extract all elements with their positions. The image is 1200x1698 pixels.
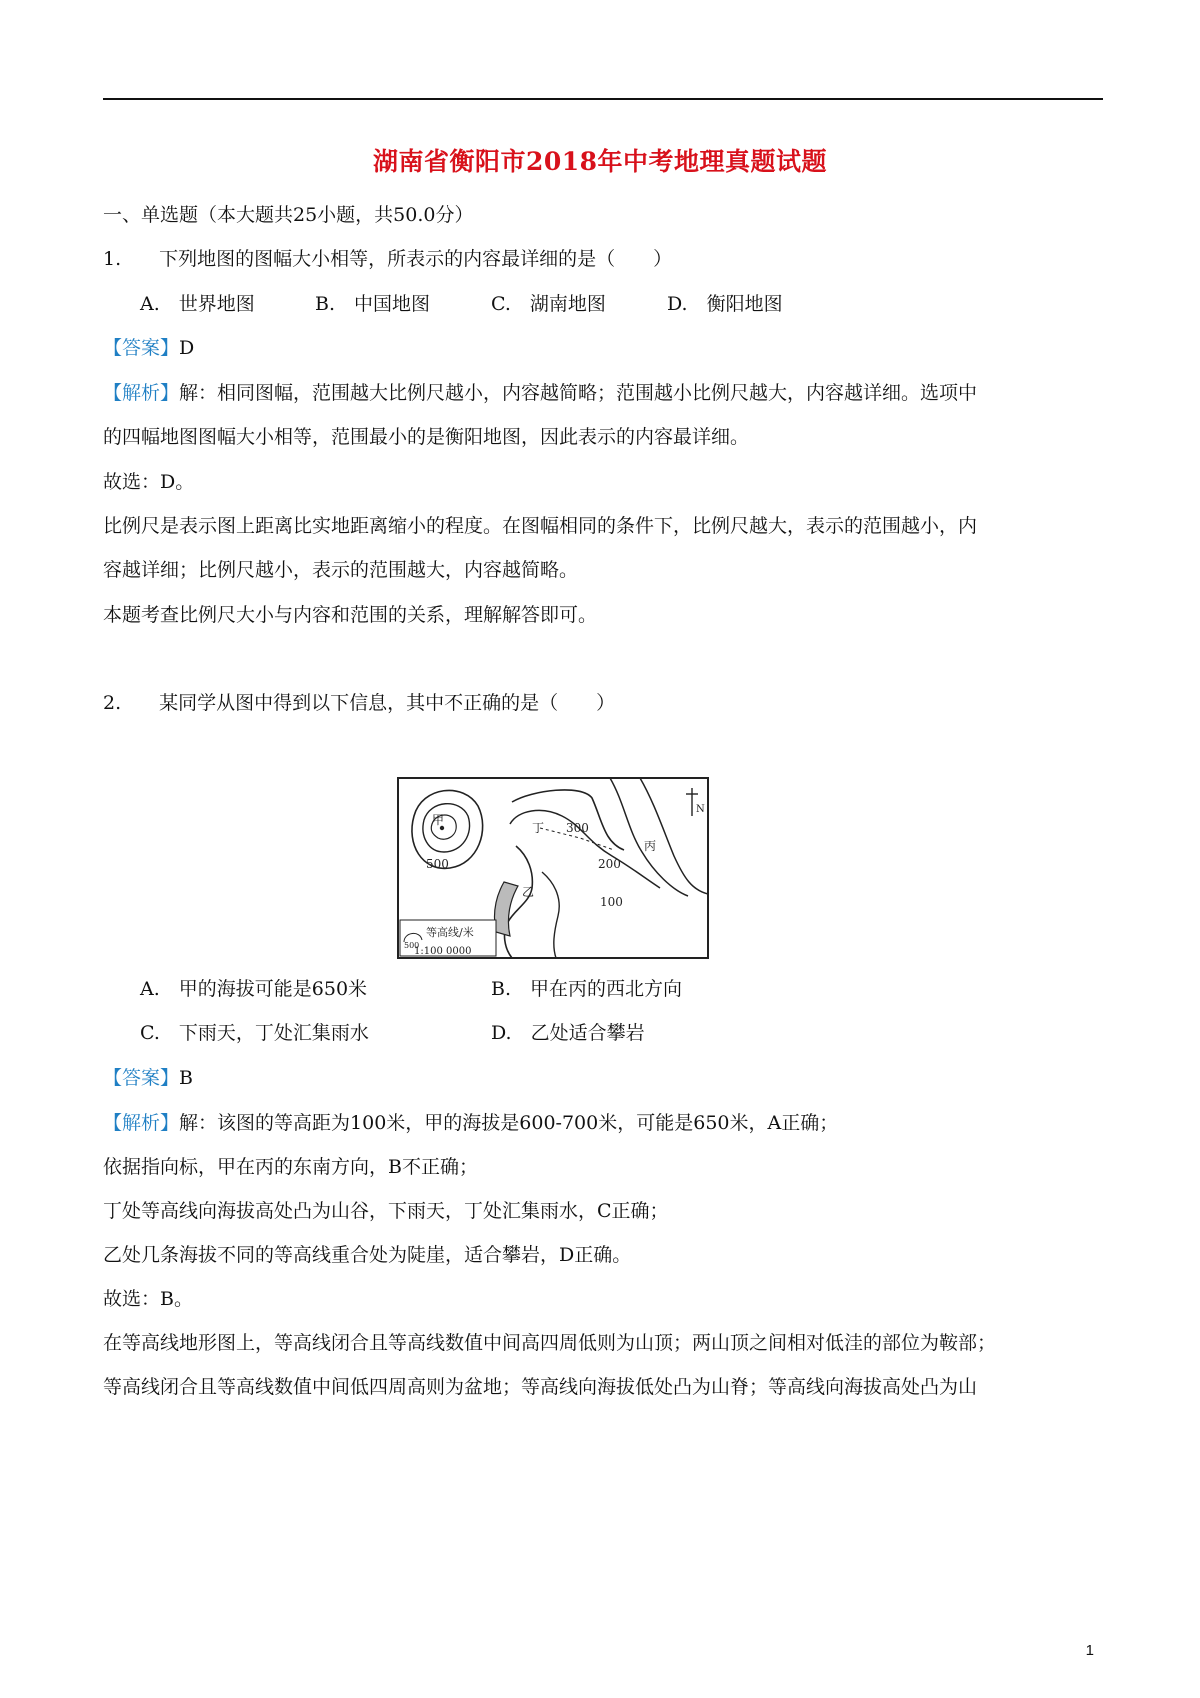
map-scale: 1:100 0000	[414, 946, 472, 957]
q2-analysis-line: 丁处等高线向海拔高处凸为山谷，下雨天，丁处汇集雨水，C正确；	[103, 1200, 669, 1222]
contour-map	[392, 772, 714, 962]
contour-label-200: 200	[598, 857, 621, 871]
analysis-tag: 【解析】	[103, 382, 180, 404]
q2-answer	[103, 1065, 193, 1091]
answer-value: D	[179, 337, 195, 359]
legend-value: 500	[404, 941, 420, 950]
contour-label-500: 500	[426, 857, 449, 871]
header-rule	[103, 98, 1103, 100]
q1-analysis-line: 比例尺是表示图上距离比实地距离缩小的程度。在图幅相同的条件下，比例尺越大，表示的范围越小，内	[103, 515, 978, 537]
label-bing: 丙	[644, 839, 657, 853]
q1-analysis-line: 故选：D。	[103, 471, 195, 493]
label-ding: 丁	[532, 821, 545, 835]
contour-label-100: 100	[600, 895, 623, 909]
q1-option-c: C. 湖南地图	[491, 293, 606, 315]
q1-analysis-line	[103, 380, 977, 406]
q1-answer	[103, 335, 194, 361]
q2-analysis-line: 等高线闭合且等高线数值中间低四周高则为盆地；等高线向海拔低处凸为山脊；等高线向海拔高处凸为山	[103, 1376, 978, 1398]
q2-option-c: C. 下雨天，丁处汇集雨水	[140, 1022, 369, 1044]
q2-analysis-line: 乙处几条海拔不同的等高线重合处为陡崖，适合攀岩，D正确。	[103, 1244, 632, 1266]
q2-option-a: A. 甲的海拔可能是650米	[140, 978, 368, 1000]
q1-analysis-line: 容越详细；比例尺越小，表示的范围越大，内容越简略。	[103, 559, 579, 581]
label-jia: 甲	[432, 813, 445, 827]
q2-analysis-line: 故选：B。	[103, 1288, 193, 1310]
answer-tag: 【答案】	[103, 337, 180, 359]
analysis-text: 解：该图的等高距为100米，甲的海拔是600-700米，可能是650米，A正确；	[179, 1112, 839, 1134]
q1-option-d: D. 衡阳地图	[667, 293, 783, 315]
q1-option-b: B. 中国地图	[315, 293, 431, 315]
page-title: 湖南省衡阳市2018年中考地理真题试题	[372, 147, 828, 176]
contour-label-300: 300	[566, 821, 589, 835]
analysis-text: 解：相同图幅，范围越大比例尺越小，内容越简略；范围越小比例尺越大，内容越详细。选项中	[179, 382, 978, 404]
question-2-stem: 2. 某同学从图中得到以下信息，其中不正确的是（ ）	[103, 692, 616, 714]
q1-analysis-line: 的四幅地图图幅大小相等，范围最小的是衡阳地图，因此表示的内容最详细。	[103, 426, 750, 448]
analysis-tag: 【解析】	[103, 1112, 180, 1134]
page-number: 1	[1085, 1642, 1094, 1659]
answer-value: B	[179, 1067, 193, 1089]
section-heading: 一、单选题（本大题共25小题，共50.0分）	[103, 204, 474, 226]
q2-option-d: D. 乙处适合攀岩	[491, 1022, 645, 1044]
label-yi: 乙	[522, 885, 535, 899]
q2-option-b: B. 甲在丙的西北方向	[491, 978, 683, 1000]
contour-map-figure	[392, 772, 714, 962]
q1-option-a: A. 世界地图	[140, 293, 255, 315]
answer-tag: 【答案】	[103, 1067, 180, 1089]
q2-analysis-line: 依据指向标，甲在丙的东南方向，B不正确；	[103, 1156, 478, 1178]
q2-analysis-line: 在等高线地形图上，等高线闭合且等高线数值中间高四周低则为山顶；两山顶之间相对低洼的部位为鞍部；	[103, 1332, 997, 1354]
q1-analysis-line: 本题考查比例尺大小与内容和范围的关系，理解解答即可。	[103, 604, 598, 626]
question-1-stem: 1. 下列地图的图幅大小相等，所表示的内容最详细的是（ ）	[103, 248, 673, 270]
q2-analysis-line	[103, 1110, 838, 1136]
north-label: N	[696, 804, 705, 815]
legend-text: 等高线/米	[426, 926, 474, 939]
